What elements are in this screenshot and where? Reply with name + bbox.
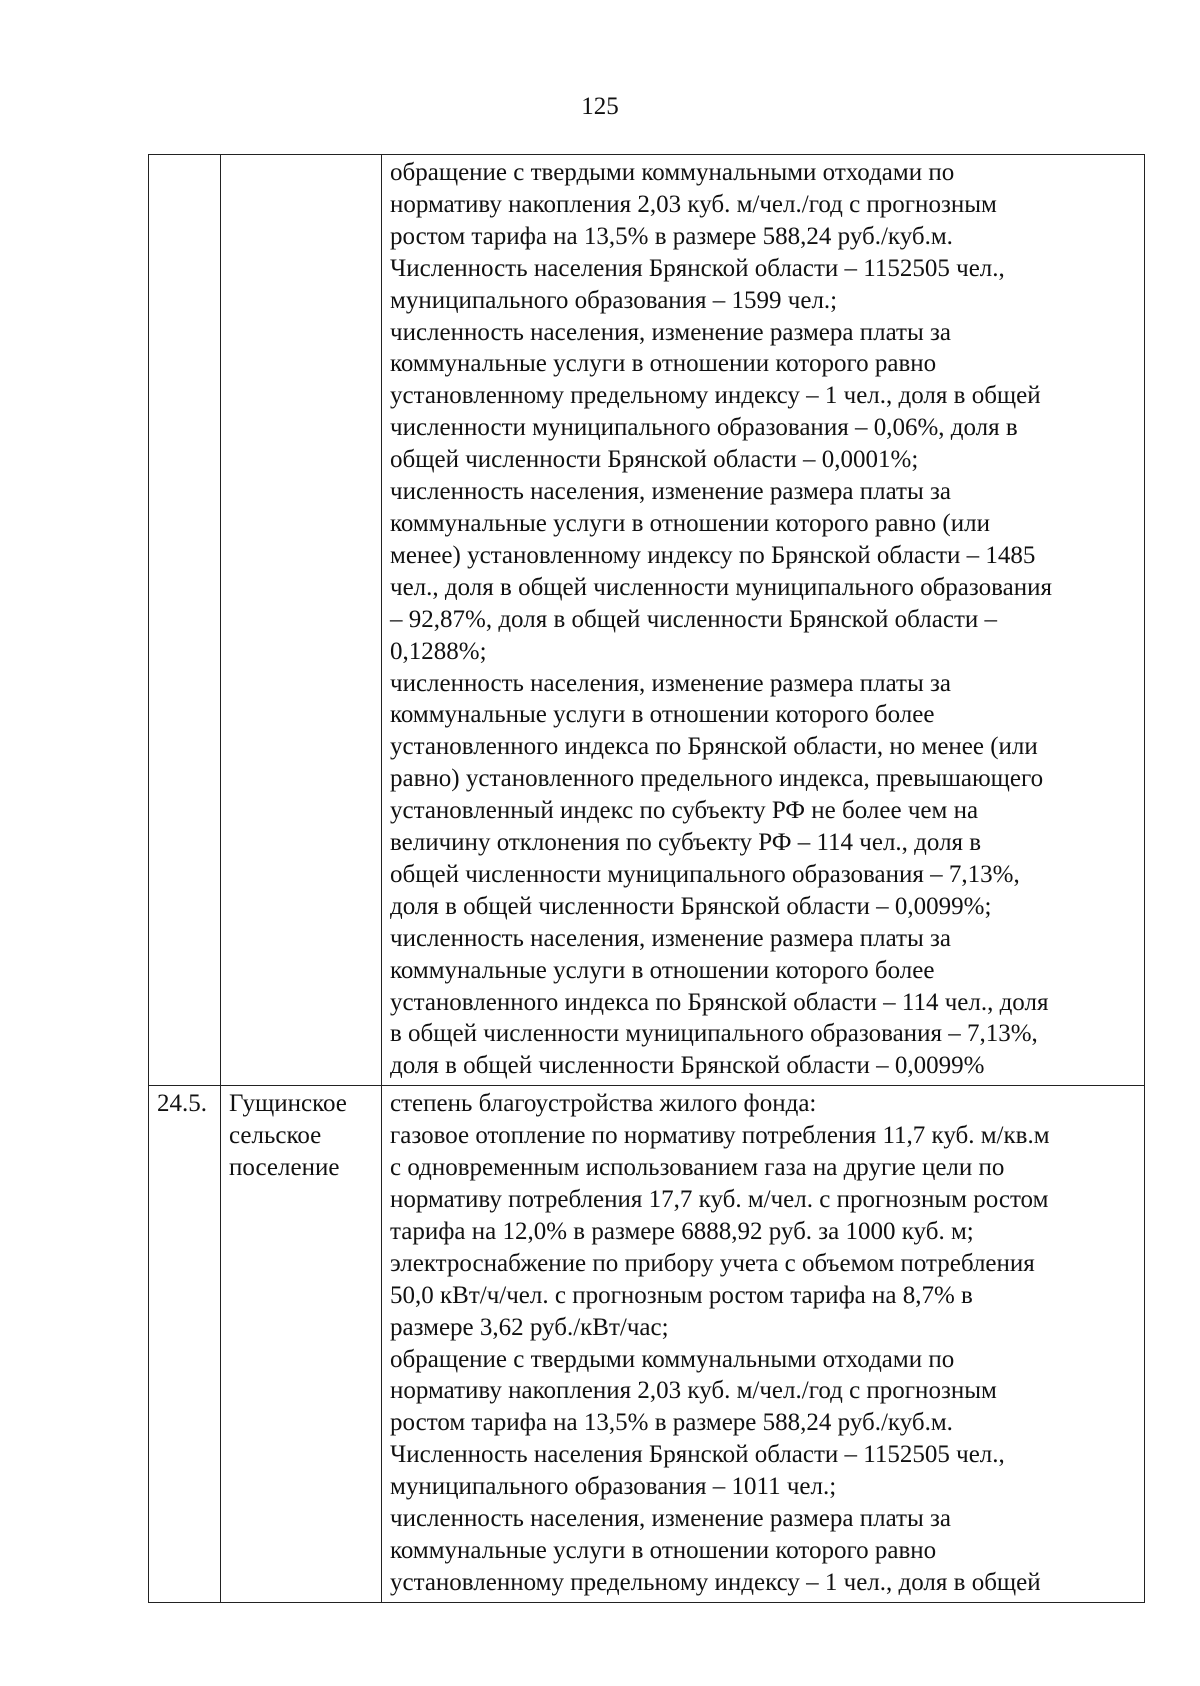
table-row bbox=[149, 155, 1145, 1086]
text-line: степень благоустройства жилого фонда: bbox=[390, 1090, 817, 1118]
text-line: чел., доля в общей численности муниципального образования bbox=[390, 573, 1052, 601]
text-line: электроснабжение по прибору учета с объемом потребления bbox=[390, 1249, 1035, 1277]
text-line: общей численности муниципального образования – 7,13%, bbox=[390, 860, 1020, 888]
text-line: коммунальные услуги в отношении которого равно bbox=[390, 1536, 937, 1564]
page-number: 125 bbox=[581, 93, 619, 120]
text-line: коммунальные услуги в отношении которого равно bbox=[390, 350, 937, 378]
settlement-name bbox=[221, 155, 381, 160]
text-line: тарифа на 12,0% в размере 6888,92 руб. за 1000 куб. м; bbox=[390, 1217, 974, 1245]
row-number-cell bbox=[149, 1086, 221, 1603]
text-line: численность населения, изменение размера платы за bbox=[390, 318, 951, 346]
settlement-name bbox=[221, 1086, 381, 1187]
text-line: нормативу накопления 2,03 куб. м/чел./год с прогнозным bbox=[390, 190, 997, 218]
description-cell bbox=[382, 1086, 1145, 1603]
settlement-name-cell bbox=[221, 1086, 382, 1603]
text-line: – 92,87%, доля в общей численности Брянской области – bbox=[390, 605, 997, 633]
text-line: поселение bbox=[229, 1154, 340, 1182]
text-line: численности муниципального образования – 0,06%, доля в bbox=[390, 414, 1018, 442]
text-line: сельское bbox=[229, 1122, 322, 1150]
text-line: численность населения, изменение размера платы за bbox=[390, 478, 951, 506]
text-line: обращение с твердыми коммунальными отходами по bbox=[390, 159, 955, 186]
text-line: установленного индекса по Брянской области, но менее (или bbox=[390, 733, 1038, 761]
text-line: газовое отопление по нормативу потребления 11,7 куб. м/кв.м bbox=[390, 1122, 1050, 1150]
text-line: установленный индекс по субъекту РФ не более чем на bbox=[390, 797, 979, 825]
text-line: 50,0 кВт/ч/чел. с прогнозным ростом тарифа на 8,7% в bbox=[390, 1281, 973, 1309]
text-line: муниципального образования – 1599 чел.; bbox=[390, 286, 838, 314]
text-line: величину отклонения по субъекту РФ – 114 чел., доля в bbox=[390, 829, 982, 857]
text-line: с одновременным использованием газа на другие цели по bbox=[390, 1154, 1005, 1182]
text-line: нормативу потребления 17,7 куб. м/чел. с прогнозным ростом bbox=[390, 1186, 1049, 1213]
text-line: Численность населения Брянской области – 1152505 чел., bbox=[390, 1441, 1005, 1469]
text-line: в общей численности муниципального образования – 7,13%, bbox=[390, 1020, 1038, 1048]
text-line: коммунальные услуги в отношении которого равно (или bbox=[390, 509, 990, 537]
text-line: численность населения, изменение размера платы за bbox=[390, 1505, 951, 1533]
description-cell bbox=[382, 155, 1145, 1086]
row-number: 24.5. bbox=[157, 1090, 207, 1118]
text-line: муниципального образования – 1011 чел.; bbox=[390, 1473, 837, 1501]
text-line: установленному предельному индексу – 1 чел., доля в общей bbox=[390, 382, 1041, 410]
table-row bbox=[149, 1086, 1145, 1603]
text-line: установленного индекса по Брянской области – 114 чел., доля bbox=[390, 988, 1049, 1016]
settlement-name-cell bbox=[221, 155, 382, 1086]
description-text bbox=[382, 155, 1144, 1085]
text-line: доля в общей численности Брянской области – 0,0099%; bbox=[390, 892, 992, 920]
text-line: нормативу накопления 2,03 куб. м/чел./год с прогнозным bbox=[390, 1377, 997, 1405]
text-line: ростом тарифа на 13,5% в размере 588,24 руб./куб.м. bbox=[390, 1409, 953, 1437]
text-line: размере 3,62 руб./кВт/час; bbox=[390, 1313, 669, 1341]
text-line: общей численности Брянской области – 0,0001%; bbox=[390, 446, 919, 474]
row-number bbox=[149, 155, 220, 160]
text-line: менее) установленному индексу по Брянской области – 1485 bbox=[390, 541, 1036, 569]
description-text bbox=[382, 1086, 1144, 1602]
text-line: 0,1288%; bbox=[390, 637, 487, 665]
text-line: численность населения, изменение размера платы за bbox=[390, 669, 951, 697]
text-line: установленному предельному индексу – 1 чел., доля в общей bbox=[390, 1568, 1041, 1596]
text-line: равно) установленного предельного индекса, превышающего bbox=[390, 765, 1044, 793]
text-line: коммунальные услуги в отношении которого более bbox=[390, 956, 935, 984]
row-number-cell bbox=[149, 155, 221, 1086]
text-line: коммунальные услуги в отношении которого более bbox=[390, 701, 935, 729]
text-line: ростом тарифа на 13,5% в размере 588,24 руб./куб.м. bbox=[390, 222, 953, 250]
text-line: доля в общей численности Брянской области – 0,0099% bbox=[390, 1052, 985, 1080]
text-line: обращение с твердыми коммунальными отходами по bbox=[390, 1345, 955, 1373]
text-line: численность населения, изменение размера платы за bbox=[390, 924, 951, 952]
text-line: Численность населения Брянской области – 1152505 чел., bbox=[390, 254, 1005, 282]
document-table bbox=[148, 154, 1145, 1603]
text-line: Гущинское bbox=[229, 1090, 347, 1118]
